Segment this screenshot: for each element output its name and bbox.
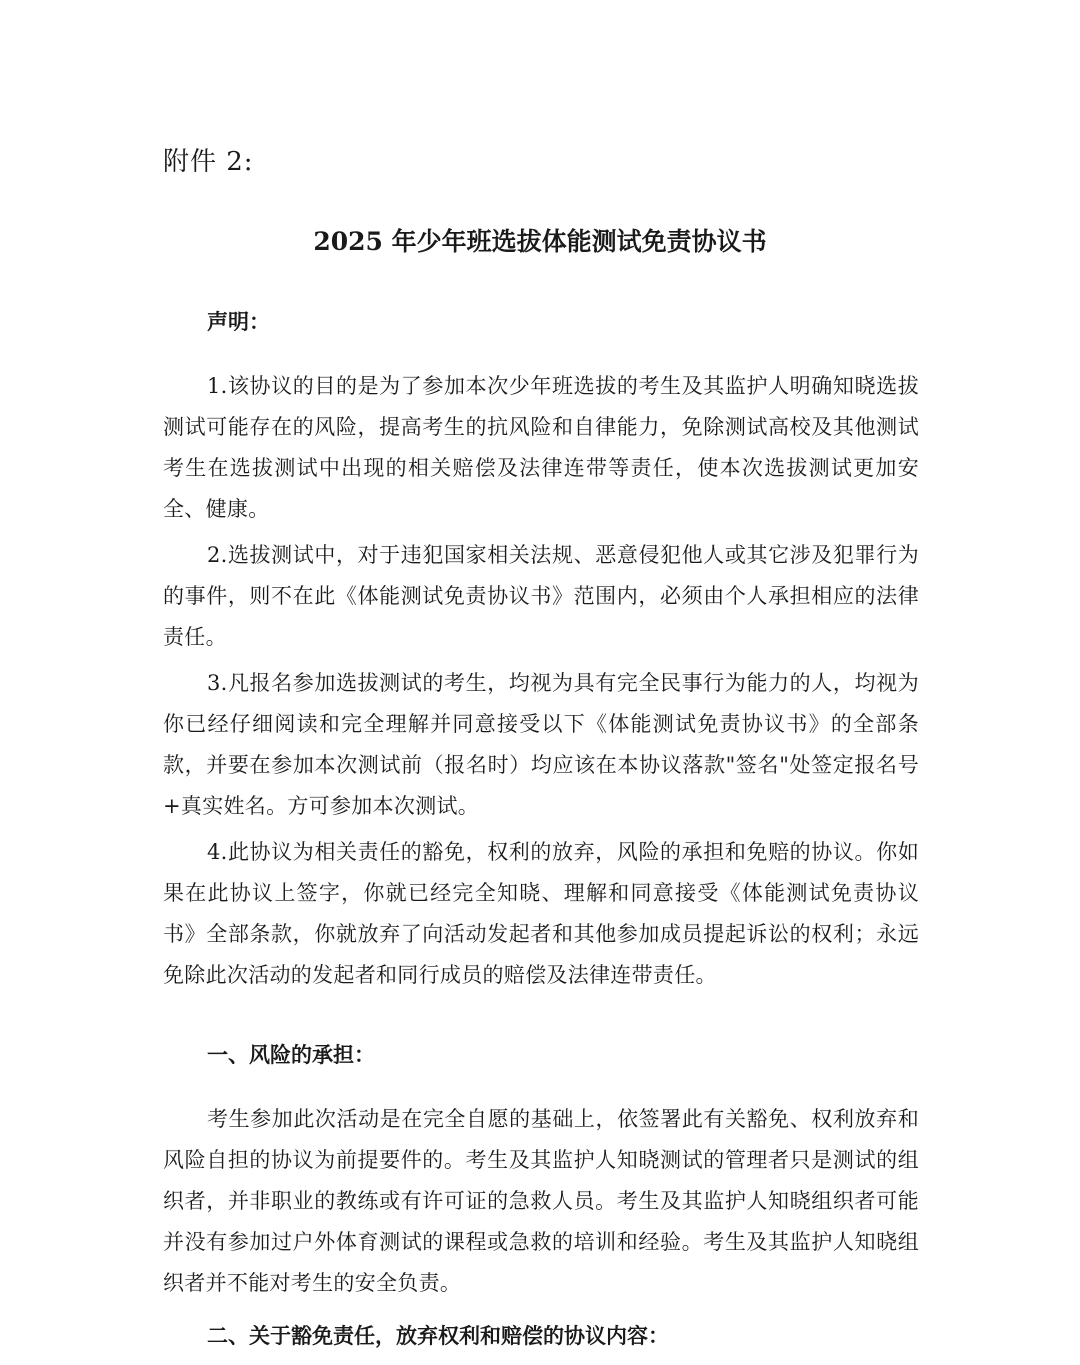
clause-3: 3.凡报名参加选拔测试的考生，均视为具有完全民事行为能力的人，均视为你已经仔细阅读和完全理解并同意接受以下《体能测试免责协议书》的全部条款，并要在参加本次测试前（报名时）均应该在本协议落款"签名"处签定报名号+真实姓名。方可参加本次测试。 bbox=[163, 671, 919, 818]
document-title: 2025 年少年班选拔体能测试免责协议书 bbox=[313, 227, 767, 256]
section-1-body: 考生参加此次活动是在完全自愿的基础上，依签署此有关豁免、权利放弃和风险自担的协议为前提要件的。考生及其监护人知晓测试的管理者只是测试的组织者，并非职业的教练或有许可证的急救人员。考生及其监护人知晓组织者可能并没有参加过户外体育测试的课程或急救的培训和经验。考生及其监护人知晓组织者并不能对考生的安全负责。 bbox=[163, 1107, 919, 1295]
clause-2: 2.选拔测试中，对于违犯国家相关法规、恶意侵犯他人或其它涉及犯罪行为的事件，则不在此《体能测试免责协议书》范围内，必须由个人承担相应的法律责任。 bbox=[163, 543, 919, 649]
clause-1: 1.该协议的目的是为了参加本次少年班选拔的考生及其监护人明确知晓选拔测试可能存在的风险，提高考生的抗风险和自律能力，免除测试高校及其他测试考生在选拔测试中出现的相关赔偿及法律连带等责任，使本次选拔测试更加安全、健康。 bbox=[163, 374, 919, 521]
section-1-heading: 一、风险的承担： bbox=[207, 1042, 375, 1067]
clause-4: 4.此协议为相关责任的豁免，权利的放弃，风险的承担和免赔的协议。你如果在此协议上签字，你就已经完全知晓、理解和同意接受《体能测试免责协议书》全部条款，你就放弃了向活动发起者和其他参加成员提起诉讼的权利；永远免除此次活动的发起者和同行成员的赔偿及法律连带责任。 bbox=[163, 840, 919, 987]
attachment-label: 附件 2: bbox=[163, 147, 254, 177]
section-2-heading: 二、关于豁免责任，放弃权利和赔偿的协议内容： bbox=[207, 1323, 669, 1348]
declaration-heading: 声明： bbox=[207, 309, 270, 334]
